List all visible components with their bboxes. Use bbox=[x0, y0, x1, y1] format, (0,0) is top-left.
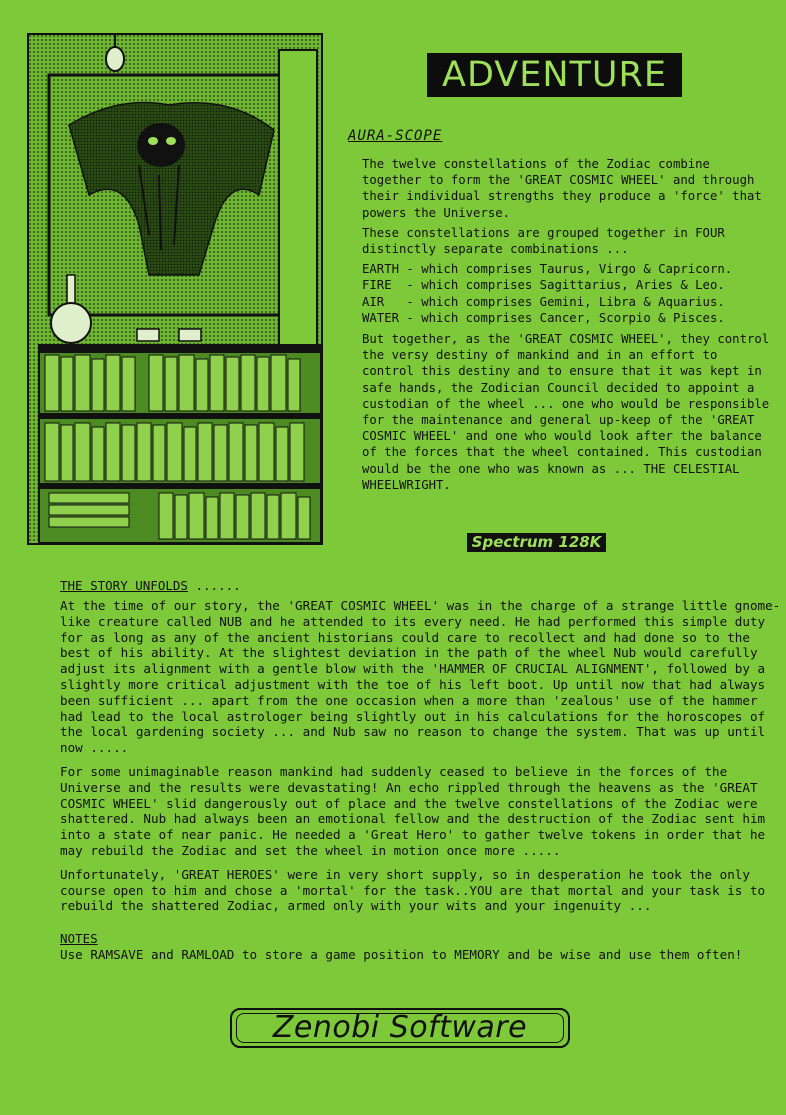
publisher-logo bbox=[230, 1008, 570, 1048]
logo-border bbox=[236, 1013, 564, 1043]
story-heading-suffix: ...... bbox=[187, 578, 241, 593]
notes-text: Use RAMSAVE and RAMLOAD to store a game position to MEMORY and be wise and use them often! bbox=[60, 947, 743, 962]
story-heading bbox=[60, 578, 241, 593]
constellation-groups bbox=[362, 261, 772, 326]
platform-badge: Spectrum 128K bbox=[467, 533, 606, 552]
story-paragraph: Unfortunately, 'GREAT HEROES' were in very short supply, so in desperation he took the only course open to him and chose a 'mortal' for the task..YOU are that mortal and your task is to rebuild the shattered Zodiac, armed only with your wits and your ingenuity ... bbox=[60, 866, 766, 914]
aurascope-paragraph: The twelve constellations of the Zodiac combine together to form the 'GREAT COSMIC WHEEL' and through their individual strengths they produce a 'force' that powers the Universe. bbox=[362, 157, 762, 220]
constellation-group: FIRE - which comprises Sagittarius, Aries & Leo. bbox=[362, 278, 725, 293]
publisher-name: Zenobi Software bbox=[272, 1010, 528, 1045]
constellation-group: EARTH - which comprises Taurus, Virgo & Capricorn. bbox=[362, 262, 733, 277]
story-paragraph: For some unimaginable reason mankind had suddenly ceased to believe in the forces of the Universe and the results were devastating! An echo rippled through the heavens as the 'GREAT COSMIC WHEEL' slid dangerously out of place and the twelve constellations of the Zodiac were shattered. Nub had always been an emotional fellow and the destruction of the Zodiac sent him into a state of near panic. He needed a 'Great Hero' to gather twelve tokens in order that he may rebuild the Zodiac and set the wheel in motion once more ..... bbox=[60, 763, 766, 858]
notes-heading: NOTES bbox=[60, 931, 98, 946]
light-bulb-icon bbox=[106, 47, 124, 71]
illustration-svg bbox=[29, 35, 321, 543]
page-title: ADVENTURE bbox=[427, 53, 682, 97]
story-body bbox=[60, 598, 782, 922]
aurascope-paragraph: But together, as the 'GREAT COSMIC WHEEL', they control the versy destiny of mankind and in an effort to control this destiny and to ensure that it was kept in safe hands, the Zodician Council decided to appoint a custodian of the wheel ... one who would be responsible for the maintenance and general up-keep of the 'GREAT COSMIC WHEEL' and one who would look after the balance of the forces that the wheel contained. This custodian would be the one who was known as ... THE CELESTIAL WHEELWRIGHT. bbox=[362, 332, 770, 492]
story-heading-label: THE STORY UNFOLDS bbox=[60, 578, 188, 593]
cover-illustration bbox=[27, 33, 323, 545]
story-paragraph: At the time of our story, the 'GREAT COSMIC WHEEL' was in the charge of a strange little gnome-like creature called NUB and he attended to its every need. He had performed this simple duty for as long as any of the ancient historians could care to recollect and had done so to the best of his ability. At the slightest deviation in the path of the wheel Nub would carefully adjust its alignment with a gentle blow with the 'HAMMER OF CRUCIAL ALIGNMENT', followed by a slightly more critical adjustment with the toe of his left boot. Up until now that had always been sufficient ... apart from the one occasion when a more than 'zealous' use of the hammer had lead to the local astrologer being slightly out in his calculations for the horoscopes of the local gardening society ... and Nub saw no reason to change the system. That was up until now ..... bbox=[60, 598, 781, 756]
candle-icon bbox=[179, 329, 201, 341]
aurascope-heading: AURA-SCOPE bbox=[348, 128, 443, 144]
aurascope-paragraph: These constellations are grouped together in FOUR distinctly separate combinations ... bbox=[362, 225, 725, 257]
constellation-group: WATER - which comprises Cancer, Scorpio & Pisces. bbox=[362, 310, 725, 325]
constellation-group: AIR - which comprises Gemini, Libra & Aquarius. bbox=[362, 294, 725, 309]
aurascope-body bbox=[362, 156, 772, 497]
candle-icon bbox=[137, 329, 159, 341]
bookcase bbox=[39, 345, 321, 543]
